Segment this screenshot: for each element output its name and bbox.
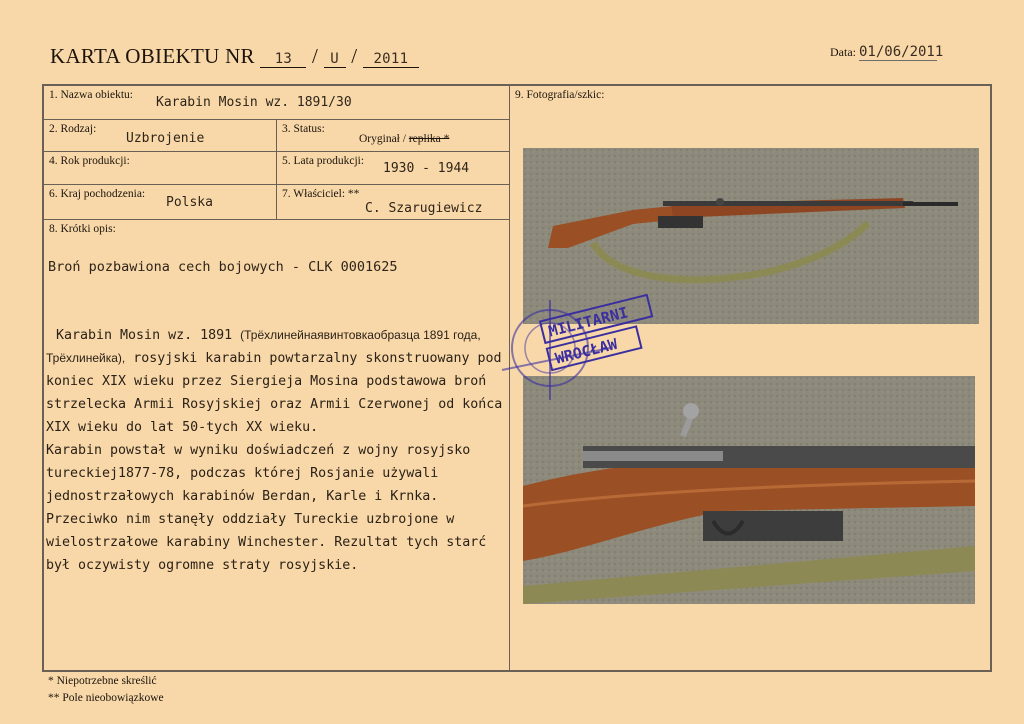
card-title: KARTA OBIEKTU NR 13 / U / 2011: [50, 44, 419, 69]
description-p2: Karabin powstał w wyniku doświadczeń z wojny rosyjsko tureckiej1877-78, podczas której Rosjanie używali jednostrzałowych karabinów Berdan, Karle i Krnka. Przeciwko nim stanęły oddziały Tureckie uzbrojone w wielostrzałowe karabiny Winchester. Rezultat tych starć był oczywisty ogromne straty rosyjskie.: [46, 443, 487, 573]
field-year: [43, 151, 277, 185]
date-value: 01/06/2011: [859, 44, 944, 60]
field-status-label: 3. Status:: [282, 123, 325, 135]
field-years: [276, 151, 510, 185]
field-years-label: 5. Lata produkcji:: [282, 155, 365, 167]
field-status: [276, 119, 510, 152]
stamp-line-2: WROCŁAW: [553, 334, 620, 368]
field-owner-label: 7. Właściciel: **: [282, 188, 360, 200]
photo-receiver-closeup: [523, 376, 975, 604]
field-country-value: Polska: [166, 195, 213, 210]
footnote-2: ** Pole nieobowiązkowe: [48, 692, 164, 704]
field-name-label: 1. Nazwa obiektu:: [49, 89, 133, 101]
description-russian: (Трёхлинейнаявинтовкаобразца 1891 года, Трёхлинейка),: [46, 328, 481, 365]
field-type: [43, 119, 277, 152]
description-line-1: Broń pozbawiona cech bojowych - CLK 0001625: [48, 259, 398, 275]
status-original: Oryginał /: [359, 133, 406, 145]
nr-part-1: 13: [260, 51, 306, 68]
title-text: KARTA OBIEKTU NR: [50, 44, 255, 68]
stamp-line-1: MILITARNI: [546, 303, 630, 341]
field-owner-value: C. Szarugiewicz: [365, 201, 483, 216]
date-field: [830, 44, 944, 61]
description-p-start: Karabin Mosin wz. 1891: [56, 328, 233, 343]
field-type-value: Uzbrojenie: [126, 131, 205, 146]
status-replica: replika *: [408, 133, 450, 145]
footnotes: [48, 673, 164, 707]
footnote-1: * Niepotrzebne skreślić: [48, 675, 157, 687]
nr-part-3: 2011: [363, 51, 419, 68]
date-label: Data:: [830, 45, 856, 59]
field-description-label: 8. Krótki opis:: [49, 223, 116, 235]
field-country-label: 6. Kraj pochodzenia:: [49, 188, 146, 200]
militarni-wroclaw-stamp: [500, 290, 660, 410]
field-years-value: 1930 - 1944: [383, 161, 470, 176]
field-status-value: [359, 133, 449, 145]
field-owner: [276, 184, 510, 220]
field-year-label: 4. Rok produkcji:: [49, 155, 130, 167]
field-name-value: Karabin Mosin wz. 1891/30: [156, 95, 352, 110]
nr-part-2: U: [324, 51, 346, 68]
rifle-closeup-image: [523, 376, 975, 604]
field-country: [43, 184, 277, 220]
description-body: [46, 324, 506, 577]
field-type-label: 2. Rodzaj:: [49, 123, 97, 135]
field-photo-label: 9. Fotografia/szkic:: [515, 89, 605, 101]
field-name: [43, 85, 510, 120]
description-p-rest: rosyjski karabin powtarzalny skonstruowany pod koniec XIX wieku przez Siergieja Mosina podstawowa broń strzelecka Armii Rosyjskiej oraz Armii Czerwonej od końca XIX wieku do lat 50-tych XX wieku.: [46, 351, 503, 435]
